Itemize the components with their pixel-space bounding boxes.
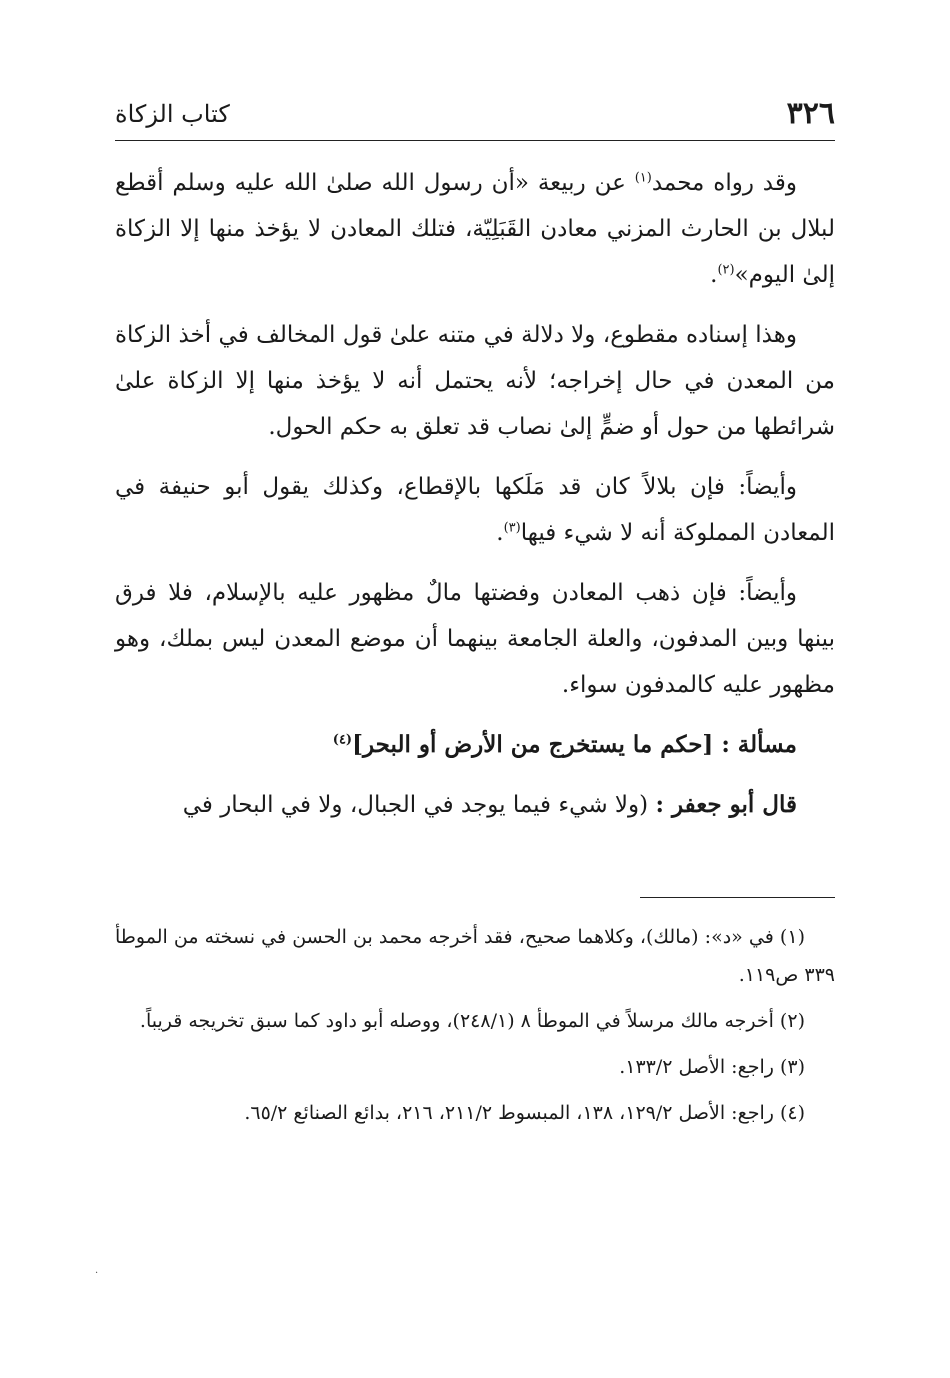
footnote-4: (٤) راجع: الأصل ١٢٩/٢، ١٣٨، المبسوط ٢١١/٢، ٢١٦، بدائع الصنائع ٦٥/٢. (244, 1102, 805, 1124)
footnote-ref-2: (٢) (717, 262, 735, 278)
footnote-ref-4: (٤) (332, 732, 353, 748)
footnote-separator (640, 897, 835, 898)
paragraph-5 (115, 782, 835, 828)
paragraph-4: وأيضاً: فإن ذهب المعادن وفضتها مالٌ مظهور عليه بالإسلام، فلا فرق بينها وبين المدفون، والعلة الجامعة بينهما أن موضع المعدن ليس بملك، وهو مظهور عليه كالمدفون سواء. (115, 580, 835, 698)
footnote-ref-3: (٣) (503, 520, 521, 536)
footnotes (115, 918, 835, 1140)
body-text (115, 160, 835, 842)
footnote-1: (١) في «د»: (مالك)، وكلاهما صحيح، فقد أخرجه محمد بن الحسن في نسخته من الموطأ ٣٣٩ ص١١٩. (115, 926, 835, 986)
footnote-2: (٢) أخرجه مالك مرسلاً في الموطأ ٨ (٢٤٨/١)، ووصله أبو داود كما سبق تخريجه قريباً. (139, 1010, 805, 1032)
stray-mark: · (95, 1268, 99, 1279)
paragraph-1-text: وقد رواه محمد (651, 170, 797, 196)
paragraph-3-text: وأيضاً: فإن بلالاً كان قد مَلَكها بالإقطاع، وكذلك يقول أبو حنيفة في المعادن المملوكة أنه لا شيء فيها (115, 474, 835, 546)
paragraph-3 (115, 464, 835, 556)
footnote-ref-1: (١) (634, 170, 652, 186)
speaker-label: قال أبو جعفر : (655, 791, 797, 818)
paragraph-1 (115, 160, 835, 298)
paragraph-3-end: . (496, 520, 504, 546)
paragraph-2: وهذا إسناده مقطوع، ولا دلالة في متنه علىٰ قول المخالف في أخذ الزكاة من المعدن في حال إخراجه؛ لأنه يحتمل أنه لا يؤخذ منها إلا الزكاة علىٰ شرائطها من حول أو ضمٍّ إلىٰ نصاب قد تعلق به حكم الحول. (115, 322, 835, 440)
paragraph-1-end: . (710, 262, 718, 288)
section-heading-text: مسألة : [حكم ما يستخرج من الأرض أو البحر] (352, 731, 797, 758)
paragraph-1-quote: عن ربيعة «أن رسول الله صلىٰ الله عليه وسلم أقطع لبلال بن الحارث المزني معادن القَبَلِيّة، فتلك المعادن لا يؤخذ منها إلا الزكاة إلىٰ اليوم» (115, 170, 835, 288)
paragraph-5-text: (ولا شيء فيما يوجد في الجبال، ولا في البحار في (182, 792, 656, 818)
section-heading (115, 722, 835, 768)
page-number: ٣٢٦ (786, 96, 835, 131)
running-title: كتاب الزكاة (115, 100, 230, 128)
footnote-3: (٣) راجع: الأصل ١٣٣/٢. (619, 1056, 805, 1078)
page-header (115, 92, 835, 141)
